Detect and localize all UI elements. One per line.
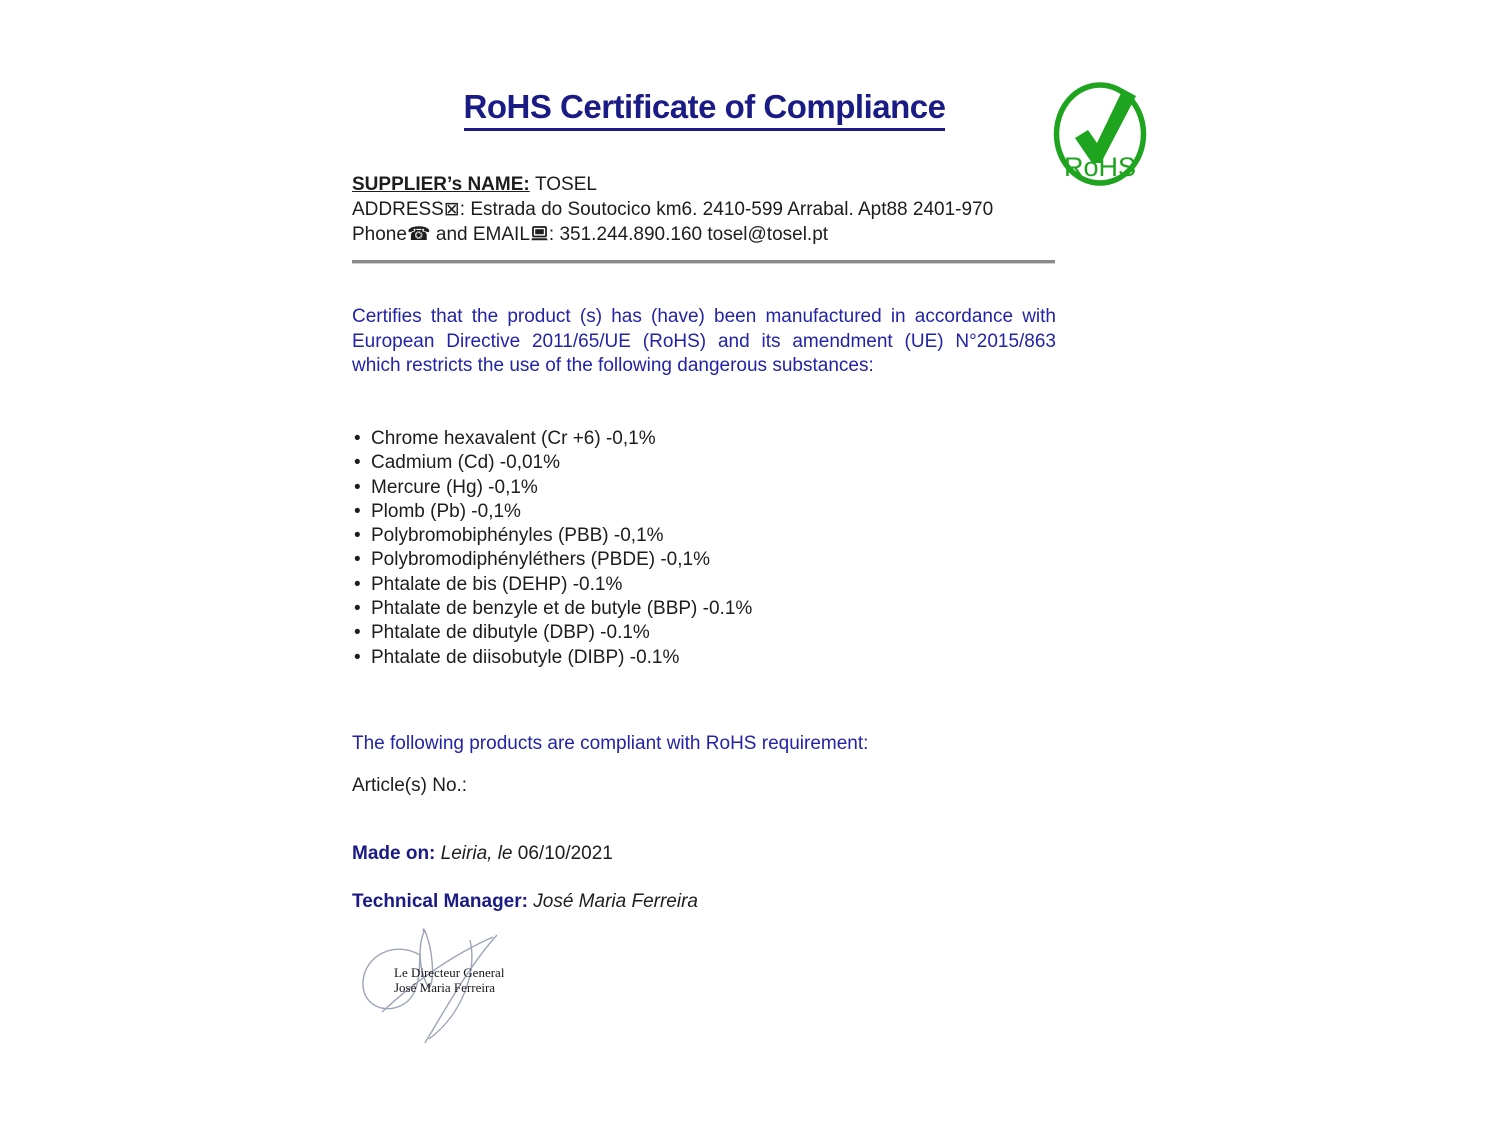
substance-item: • Phtalate de bis (DEHP) -0.1%	[354, 573, 752, 597]
substance-item: • Plomb (Pb) -0,1%	[354, 500, 752, 524]
technical-manager-name: José Maria Ferreira	[533, 891, 698, 912]
technical-manager-line	[352, 891, 698, 913]
supplier-name-value: TOSEL	[535, 174, 597, 195]
certification-statement: Certifies that the product (s) has (have) been manufactured in accordance with European Directive 2011/65/UE (RoHS) and its amendment (UE) N°2015/863 which restricts the use of the following dangerous substances:	[352, 306, 1056, 376]
signature-line: Le Directeur General	[394, 965, 505, 980]
computer-icon	[531, 226, 548, 241]
made-on-line	[352, 843, 613, 865]
phone-label: Phone	[352, 224, 407, 245]
page-title: RoHS Certificate of Compliance	[464, 88, 946, 131]
supplier-info	[352, 173, 1057, 247]
substance-item: • Polybromobiphényles (PBB) -0,1%	[354, 524, 752, 548]
substance-item: • Mercure (Hg) -0,1%	[354, 476, 752, 500]
contact-value: : 351.244.890.160 tosel@tosel.pt	[548, 224, 829, 245]
made-on-place: Leiria, le	[440, 843, 513, 864]
address-line	[352, 197, 1057, 222]
compliance-statement: The following products are compliant with RoHS requirement:	[352, 733, 869, 754]
signature-block	[352, 920, 522, 1055]
address-label: ADDRESS	[352, 199, 444, 220]
substances-list	[354, 427, 752, 670]
supplier-name-label: SUPPLIER’s NAME:	[352, 174, 530, 195]
substance-item: • Cadmium (Cd) -0,01%	[354, 451, 752, 475]
rohs-logo-label: RoHS	[1063, 152, 1137, 182]
substance-item: • Phtalate de diisobutyle (DIBP) -0.1%	[354, 646, 752, 670]
phone-icon: ☎	[406, 223, 431, 245]
envelope-icon: ⊠	[443, 198, 460, 220]
signature-line: José Maria Ferreira	[394, 980, 496, 995]
contact-line	[352, 222, 1057, 247]
rohs-logo	[1051, 81, 1149, 187]
title-wrap	[352, 88, 1057, 131]
substance-item: • Phtalate de dibutyle (DBP) -0.1%	[354, 621, 752, 645]
divider	[352, 260, 1055, 264]
article-no-label: Article(s) No.:	[352, 775, 468, 796]
substance-item: • Polybromodiphényléthers (PBDE) -0,1%	[354, 548, 752, 572]
address-value: : Estrada do Soutocico km6. 2410-599 Arrabal. Apt88 2401-970	[459, 199, 994, 220]
signature-text	[394, 965, 504, 995]
made-on-date: 06/10/2021	[517, 843, 613, 864]
technical-manager-label: Technical Manager:	[352, 891, 528, 912]
substance-item: • Phtalate de benzyle et de butyle (BBP) -0.1%	[354, 597, 752, 621]
made-on-label: Made on:	[352, 843, 436, 864]
supplier-name-line	[352, 173, 1057, 197]
email-label: and EMAIL	[430, 224, 530, 245]
substance-item: • Chrome hexavalent (Cr +6) -0,1%	[354, 427, 752, 451]
